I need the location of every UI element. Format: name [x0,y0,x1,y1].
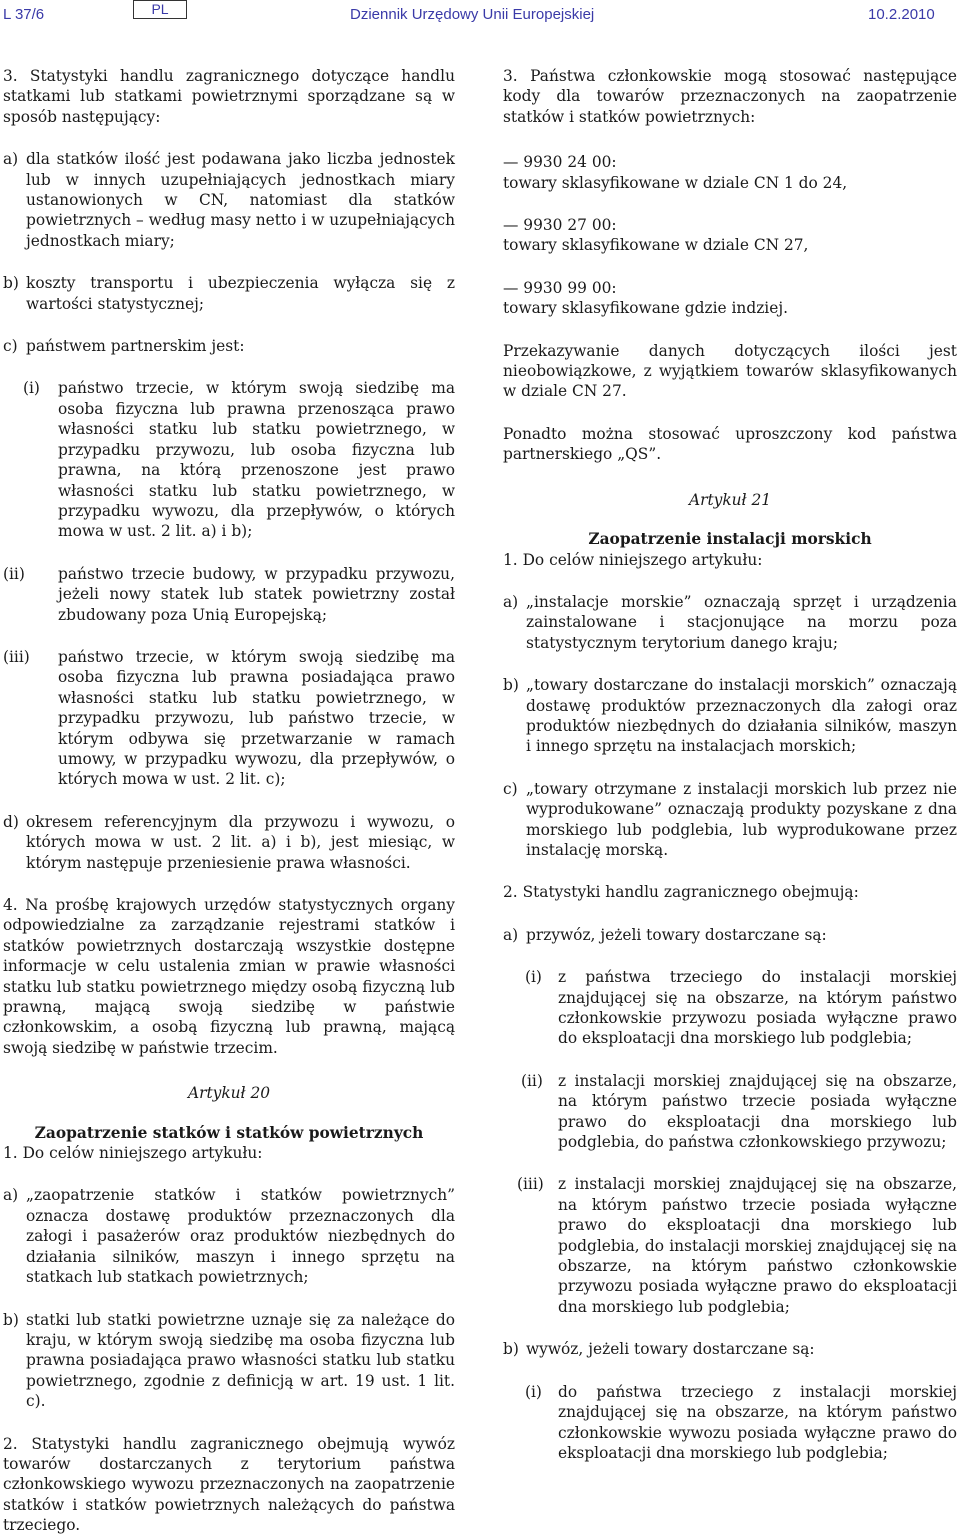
item-text: „instalacje morskie” oznaczają sprzęt i urządzenia zainstalowane i stacjonujące na morzu poza statystycznym terytorium danego kraju; [526,592,957,652]
sub-item-text: państwo trzecie, w którym swoją siedzibę ma osoba fizyczna lub prawna posiadająca prawo własności statku lub statku powietrznego, w przypadku przywozu, lub państwo trzecie, w którym odbywa się przetwarzanie w ramach umowy, w przypadku wywozu, dla przepływów, o których mowa w ust. 2 lit. c); [58,647,455,789]
page-header [0,0,960,34]
list-item-d [3,812,455,873]
item-text: „zaopatrzenie statków i statków powietrznych” oznacza dostawę produktów przeznaczonych dla załogi i pasażerów oraz produktów niezbędnych do działania silników, maszyn i innego sprzętu na statkach lub statkach powietrznych; [26,1186,455,1287]
item-label: b) [3,274,19,293]
journal-title: Dziennik Urzędowy Unii Europejskiej [350,6,595,23]
sub-item-iii [503,1174,957,1317]
item-text: okresem referencyjnym dla przywozu i wywozu, o których mowa w ust. 2 lit. a) i b), jest miesiąc, w którym następuje przeniesienie prawa własności. [26,812,455,872]
article-21-paragraph-2: 2. Statystyki handlu zagranicznego obejmują: [503,883,859,902]
list-item-a [3,149,455,251]
sub-item-i [3,378,455,541]
paragraph-3-codes: 3. Państwa członkowskie mogą stosować następujące kody dla towarów przeznaczonych na zaopatrzenie statków i statków powietrznych: [503,67,957,126]
item-label: b) [503,676,519,695]
list-item-b [3,273,455,314]
sub-item-label: (iii) [3,647,30,666]
article-21-heading: Zaopatrzenie instalacji morskich [588,530,872,549]
list-item-c [3,336,455,356]
item-text: statki lub statki powietrzne uznaje się za należące do kraju, w którym swoją siedzibę ma osoba fizyczna lub prawna posiadająca prawo własności statku lub statku powietrznego, zgodnie z definicją w art. 19 ust. 1 lit. c). [26,1310,455,1411]
item-label: a) [503,925,519,944]
article-21-p2-item-b [503,1339,957,1359]
article-21-item-b [503,675,957,757]
article-21-title: Artykuł 21 [688,490,772,509]
sub-item-label: (ii) [521,1071,543,1090]
item-text: wywóz, jeżeli towary dostarczane są: [526,1340,815,1359]
transfer-paragraph: Przekazywanie danych dotyczących ilości jest nieobowiązkowe, z wyjątkiem towarów sklasyfikowanych w dziale CN 27. [503,341,957,401]
item-label: c) [3,337,18,356]
sub-item-ii [503,1071,957,1153]
sub-item-label: (iii) [517,1175,544,1194]
code-1: — 9930 24 00: [503,153,617,172]
article-21-p2-item-a [503,925,957,945]
sub-item-label: (i) [23,379,40,398]
right-column [503,66,957,1463]
article-20-paragraph-2: 2. Statystyki handlu zagranicznego obejmują wywóz towarów dostarczanych z terytorium państwa członkowskiego wywozu przeznaczonych na zaopatrzenie statków i statków powietrznych należących do państwa trzeciego. [3,1434,455,1535]
item-text: „towary dostarczane do instalacji morskich” oznaczają dostawę produktów przeznaczonych dla załogi oraz produktów niezbędnych do działania silników, maszyn i innego sprzętu na instalacjach morskich; [526,676,957,756]
article-20-item-b [3,1310,455,1412]
code-3-description: towary sklasyfikowane gdzie indziej. [503,299,789,318]
item-label: b) [3,1310,19,1329]
sub-item-text: do państwa trzeciego z instalacji morskiej znajdującej się na obszarze, na którym państwo członkowskie wywozu posiada wyłączne prawo do eksploatacji dna morskiego lub podglebia; [558,1382,957,1462]
article-20-paragraph-1: 1. Do celów niniejszego artykułu: [3,1144,263,1163]
sub-item-text: z państwa trzeciego do instalacji morskiej znajdującej się na obszarze, na którym państwo członkowskie przywozu posiada wyłączne prawo do eksploatacji dna morskiego lub podglebia; [558,968,957,1048]
page-number: L 37/6 [3,6,45,23]
article-21-item-a [503,592,957,653]
sub-item-text: państwo trzecie, w którym swoją siedzibę ma osoba fizyczna lub prawna przenosząca prawo własności statku lub statku powietrznego, w przypadku przywozu, lub osoba fizyczna lub prawna, na którą przenoszone jest prawo własności statku lub statku powietrznego, w przypadku wywozu, dla przepływów, o których mowa w ust. 2 lit. a) i b); [58,379,455,541]
sub-item-text: państwo trzecie budowy, w przypadku przywozu, jeżeli nowy statek lub statek powietrzny został zbudowany poza Unią Europejską; [58,564,455,624]
sub-item-label: (i) [525,968,542,987]
article-20-heading: Zaopatrzenie statków i statków powietrznych [34,1123,424,1142]
sub-item-i [503,1382,957,1464]
item-text: „towary otrzymane z instalacji morskich lub przez nie wyprodukowane” oznaczają produkty pozyskane z dna morskiego lub podglebia, lub wyprodukowane przez instalację morską. [526,779,957,859]
publication-date: 10.2.2010 [868,6,935,23]
left-column [3,66,455,1536]
sub-item-label: (ii) [3,564,25,583]
language-badge: PL [133,0,187,19]
article-21-paragraph-1: 1. Do celów niniejszego artykułu: [503,550,763,569]
article-20-title: Artykuł 20 [187,1084,271,1103]
sub-item-i [503,967,957,1049]
paragraph-4: 4. Na prośbę krajowych urzędów statystycznych organy odpowiedzialne za zarządzanie rejestrami statków i statków powietrznych dostarczają wszystkie dostępne informacje w celu ustalenia zmian w prawie własności statku lub statku powietrznego między osobą fizyczną lub prawną, mającą swoją siedzibę w państwie członkowskim, a osobą fizyczną lub prawną, mającą swoją siedzibę w państwie trzecim. [3,896,455,1057]
simplified-code-paragraph: Ponadto można stosować uproszczony kod państwa partnerskiego „QS”. [503,424,957,464]
item-label: a) [503,592,519,611]
code-2-description: towary sklasyfikowane w dziale CN 27, [503,236,809,255]
article-20-item-a [3,1185,455,1287]
item-label: b) [503,1340,519,1359]
item-text: koszty transportu i ubezpieczenia wyłącza się z wartości statystycznej; [26,274,455,313]
item-label: a) [3,1186,19,1205]
item-label: c) [503,779,518,798]
code-2: — 9930 27 00: [503,216,617,235]
item-label: d) [3,812,19,831]
sub-item-text: z instalacji morskiej znajdującej się na obszarze, na którym państwo trzecie posiada wyłączne prawo do eksploatacji dna morskiego lub podglebia, do państwa członkowskiego przywozu; [558,1071,957,1152]
sub-item-iii [3,647,455,790]
item-text: przywóz, jeżeli towary dostarczane są: [526,925,827,944]
paragraph-3: 3. Statystyki handlu zagranicznego dotyczące handlu statkami lub statkami powietrznymi sporządzane są w sposób następujący: [3,67,455,126]
item-text: państwem partnerskim jest: [26,337,245,356]
sub-item-label: (i) [525,1382,542,1401]
code-1-description: towary sklasyfikowane w dziale CN 1 do 24, [503,173,848,192]
article-21-item-c [503,779,957,861]
item-label: a) [3,150,19,169]
item-text: dla statków ilość jest podawana jako liczba jednostek lub w innych uzupełniających jednostkach miary ustanowionych w CN, natomiast dla statków powietrznych – według masy netto i w uzupełniających jednostkach miary; [26,150,455,250]
sub-item-ii [3,564,455,625]
sub-item-text: z instalacji morskiej znajdującej się na obszarze, na którym państwo trzecie posiada wyłączne prawo do eksploatacji dna morskiego lub podglebia, do instalacji morskiej znajdującej się na obszarze, na którym państwo członkowskie przywozu posiada wyłączne prawo do eksploatacji dna morskiego lub podglebia; [558,1175,957,1316]
code-3: — 9930 99 00: [503,278,617,297]
